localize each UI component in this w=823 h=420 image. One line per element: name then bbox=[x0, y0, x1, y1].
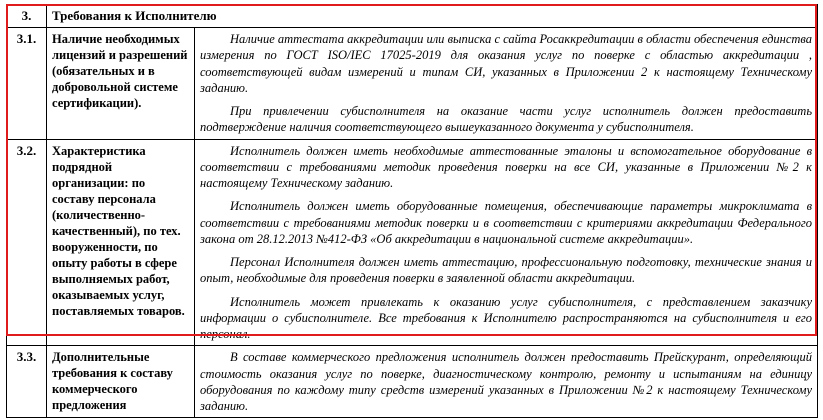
section-title: Требования к Исполнителю bbox=[47, 5, 818, 28]
table-row bbox=[7, 139, 818, 346]
paragraph: Наличие аттестата аккредитации или выписка с сайта Росаккредитации в области обеспечения единства измерения по ГОСТ ISO/IEC 17025-2019 для оказания услуг по поверке с областью аккредитации , соответствующей видам измерений и типам СИ, указанных в Приложении 2 к настоящему Техническому заданию. bbox=[200, 32, 813, 95]
row-number: 3.1. bbox=[7, 28, 47, 140]
paragraph: Исполнитель должен иметь необходимые аттестованные эталоны и вспомогательное оборудование в соответствии с требованиями методик проведения поверки на все СИ, указанные в Приложении №2 к настоящему Техническому заданию. bbox=[200, 143, 813, 190]
paragraph: При привлечении субисполнителя на оказание части услуг исполнитель должен предоставить подтверждение наличия соответствующего вышеуказанного документа у субисполнителя. bbox=[200, 104, 813, 135]
paragraph: Исполнитель может привлекать к оказанию услуг субисполнителя, с представлением заказчику информации о субисполнителе. Все требования к Исполнителю распространяются на субисполнителя и его персонал. bbox=[200, 294, 813, 341]
row-number: 3.3. bbox=[7, 346, 47, 418]
row-number: 3.2. bbox=[7, 139, 47, 346]
row-name: Наличие необходимых лицензий и разрешений (обязательных и в добровольной системе сертификации). bbox=[47, 28, 195, 140]
row-name: Характеристика подрядной организации: по составу персонала (количественно-качественный), по тех. вооруженности, по опыту работы в сфере выполняемых работ, оказываемых услуг, поставляемых товаров. bbox=[47, 139, 195, 346]
row-name: Дополнительные требования к составу коммерческого предложения bbox=[47, 346, 195, 418]
paragraph: Исполнитель должен иметь оборудованные помещения, обеспечивающие параметры микроклимата в соответствии с требованиями методик поверки и в соответствии с критериями аккредитации Федерального закона от 28.12.2013 №412-ФЗ «Об аккредитации в национальной системе аккредитации». bbox=[200, 199, 813, 246]
table-row bbox=[7, 346, 818, 418]
requirements-table bbox=[6, 4, 818, 418]
row-content bbox=[195, 28, 818, 140]
paragraph: Персонал Исполнителя должен иметь аттестацию, профессиональную подготовку, технические знания и опыт, необходимые для проведения поверки в заявленной области аккредитации. bbox=[200, 255, 813, 286]
table-row bbox=[7, 28, 818, 140]
row-content bbox=[195, 139, 818, 346]
section-number: 3. bbox=[7, 5, 47, 28]
table-header-row bbox=[7, 5, 818, 28]
paragraph: В составе коммерческого предложения исполнитель должен предоставить Прейскурант, определяющий стоимость оказания услуг по поверке, диагностическому контролю, ремонту и испытаниям на единицу оборудования по каждому типу средств измерений указанных в Приложении №2 к настоящему Техническому заданию. bbox=[200, 350, 813, 413]
row-content bbox=[195, 346, 818, 418]
